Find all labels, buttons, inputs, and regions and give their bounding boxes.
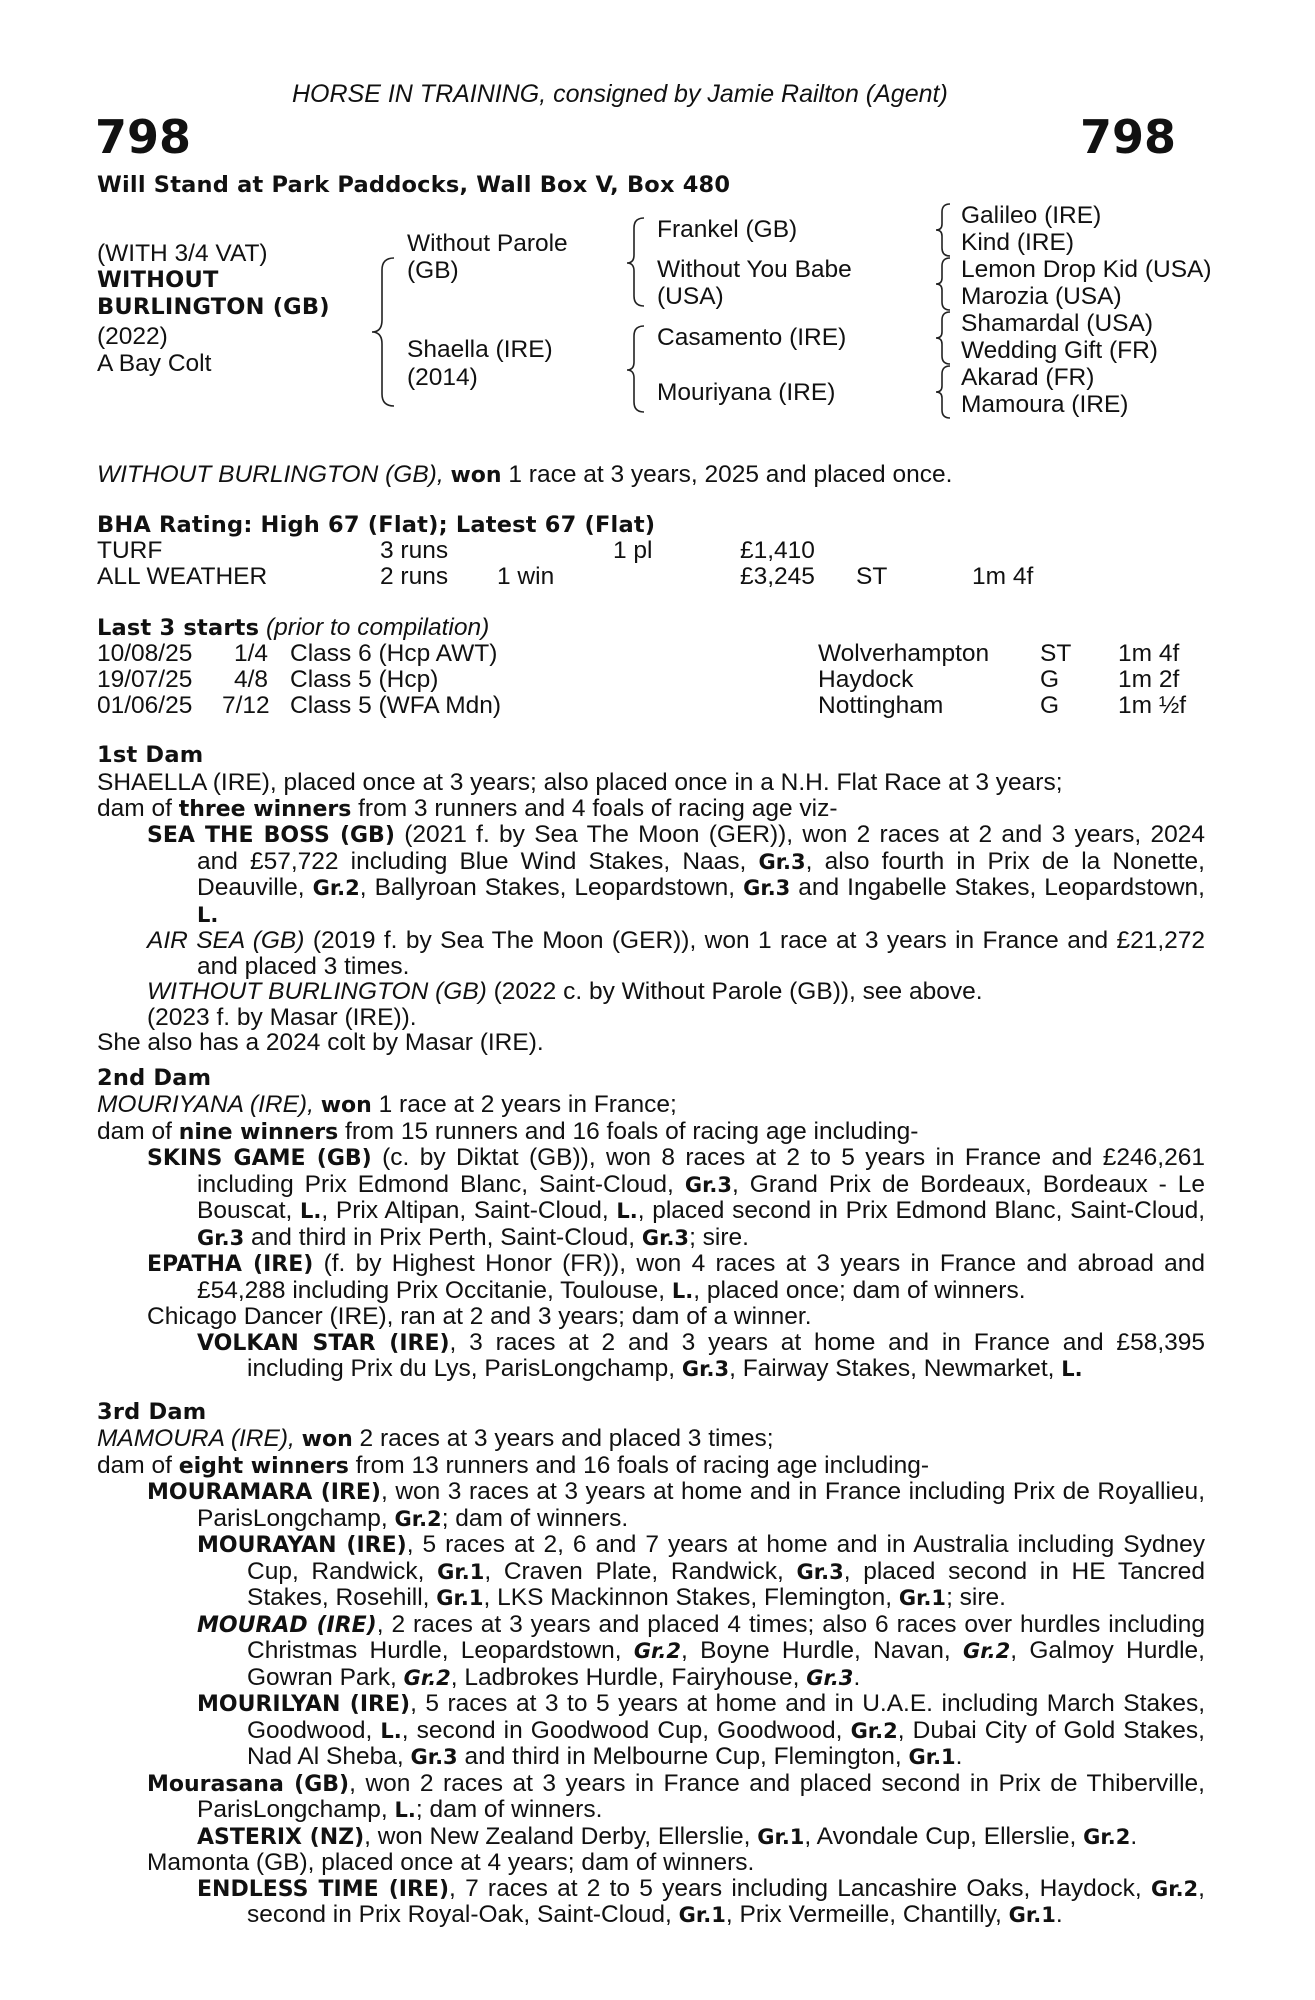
- bha-rating-heading: BHA Rating: High 67 (Flat); Latest 67 (Flat): [97, 512, 656, 538]
- horse-name-line2: BURLINGTON (GB): [97, 294, 330, 320]
- second-dam-section: [97, 1092, 1205, 1383]
- produce-entry: MOURAYAN (IRE), 5 races at 2, 6 and 7 years at home and in Australia including Sydney Cup, Randwick, Gr.1, Craven Plate, Randwick, Gr.3, placed second in HE Tancred Stakes, Rosehill, Gr.1, LKS Mackinnon Stakes, Flemington, Gr.1; sire.: [197, 1531, 1205, 1611]
- third-dam-heading: 3rd Dam: [97, 1399, 207, 1425]
- gen3-4: Marozia (USA): [961, 283, 1122, 310]
- dam-dam: Mouriyana (IRE): [657, 379, 836, 406]
- produce-entry: MOURILYAN (IRE), 5 races at 3 to 5 years at home and in U.A.E. including March Stakes, Goodwood, L., second in Goodwood Cup, Goodwood, Gr.2, Dubai City of Gold Stakes, Nad Al Sheba, Gr.3 and third in Melbourne Cup, Flemington, Gr.1.: [197, 1690, 1205, 1770]
- also-has-line: She also has a 2024 colt by Masar (IRE).: [97, 1029, 544, 1056]
- second-dam-heading: 2nd Dam: [97, 1065, 212, 1091]
- produce-entry: Chicago Dancer (IRE), ran at 2 and 3 years; dam of a winner.: [147, 1303, 812, 1330]
- last-starts-heading: Last 3 starts (prior to compilation): [97, 614, 490, 641]
- horse-description: A Bay Colt: [97, 350, 212, 377]
- consignor-line: HORSE IN TRAINING, consigned by Jamie Railton (Agent): [292, 80, 948, 108]
- lot-number-left: 798: [95, 110, 192, 164]
- produce-entry: AIR SEA (GB) (2019 f. by Sea The Moon (GER)), won 1 race at 3 years in France and £21,272 and placed 3 times.: [147, 927, 1206, 980]
- horse-name-line1: WITHOUT: [97, 267, 219, 293]
- second-dam-line: MOURIYANA (IRE), won 1 race at 2 years in France;: [97, 1091, 677, 1118]
- third-dam-line: MAMOURA (IRE), won 2 races at 3 years and placed 3 times;: [97, 1425, 774, 1452]
- produce-entry: (2023 f. by Masar (IRE)).: [147, 1003, 417, 1031]
- produce-entry: Mamonta (GB), placed once at 4 years; dam of winners.: [147, 1849, 755, 1876]
- first-dam-line: SHAELLA (IRE), placed once at 3 years; also placed once in a N.H. Flat Race at 3 years;: [97, 769, 1063, 796]
- produce-entry: EPATHA (IRE) (f. by Highest Honor (FR)), won 4 races at 3 years in France and abroad and £54,288 including Prix Occitanie, Toulouse, L., placed once; dam of winners.: [147, 1250, 1205, 1304]
- sire-dam: Without You Babe: [657, 256, 852, 283]
- third-dam-section: [97, 1426, 1205, 1929]
- dam-sire: Casamento (IRE): [657, 324, 847, 351]
- horse-year: (2022): [97, 323, 168, 350]
- vat-note: (WITH 3/4 VAT): [97, 240, 268, 267]
- lot-number-right: 798: [1080, 110, 1177, 164]
- gen3-3: Lemon Drop Kid (USA): [961, 256, 1212, 283]
- gen3-1: Galileo (IRE): [961, 202, 1102, 229]
- produce-entry: ASTERIX (NZ), won New Zealand Derby, Ellerslie, Gr.1, Avondale Cup, Ellerslie, Gr.2.: [197, 1822, 1138, 1850]
- dam-year: (2014): [407, 364, 478, 391]
- first-dam-produce-line: dam of three winners from 3 runners and 4 foals of racing age viz-: [97, 794, 838, 822]
- produce-entry: Mourasana (GB), won 2 races at 3 years in France and placed second in Prix de Thiberville, ParisLongchamp, L.; dam of winners.: [147, 1769, 1205, 1823]
- sire-sire: Frankel (GB): [657, 216, 798, 243]
- produce-entry: SEA THE BOSS (GB) (2021 f. by Sea The Moon (GER)), won 2 races at 2 and 3 years, 2024 and £57,722 including Blue Wind Stakes, Naas, Gr.3, also fourth in Prix de la Nonette, Deauville, Gr.2, Ballyroan Stakes, Leopardstown, Gr.3 and Ingabelle Stakes, Leopardstown, L.: [147, 821, 1205, 927]
- location-line: Will Stand at Park Paddocks, Wall Box V, Box 480: [97, 172, 731, 198]
- gen3-2: Kind (IRE): [961, 229, 1075, 256]
- gen3-8: Mamoura (IRE): [961, 391, 1129, 418]
- gen3-7: Akarad (FR): [961, 364, 1095, 391]
- gen3-5: Shamardal (USA): [961, 310, 1153, 337]
- sire-dam-country: (USA): [657, 283, 724, 310]
- dam: Shaella (IRE): [407, 336, 553, 363]
- sire-country: (GB): [407, 257, 459, 284]
- first-dam-section: [97, 770, 1205, 1056]
- sire: Without Parole: [407, 230, 568, 257]
- second-dam-produce-line: dam of nine winners from 15 runners and 16 foals of racing age including-: [97, 1117, 919, 1145]
- produce-entry: SKINS GAME (GB) (c. by Diktat (GB)), won 8 races at 2 to 5 years in France and £246,261 including Prix Edmond Blanc, Saint-Cloud, Gr.3, Grand Prix de Bordeaux, Bordeaux - Le Bouscat, L., Prix Altipan, Saint-Cloud, L., placed second in Prix Edmond Blanc, Saint-Cloud, Gr.3 and third in Prix Perth, Saint-Cloud, Gr.3; sire.: [147, 1144, 1206, 1251]
- gen3-6: Wedding Gift (FR): [961, 337, 1158, 364]
- third-dam-produce-line: dam of eight winners from 13 runners and 16 foals of racing age including-: [97, 1451, 930, 1479]
- produce-entry: MOURAMARA (IRE), won 3 races at 3 years at home and in France including Prix de Royallieu, ParisLongchamp, Gr.2; dam of winners.: [147, 1478, 1205, 1532]
- produce-entry: ENDLESS TIME (IRE), 7 races at 2 to 5 years including Lancashire Oaks, Haydock, Gr.2, second in Prix Royal-Oak, Saint-Cloud, Gr.1, Prix Vermeille, Chantilly, Gr.1.: [197, 1874, 1205, 1928]
- produce-entry: WITHOUT BURLINGTON (GB) (2022 c. by Without Parole (GB)), see above.: [147, 978, 983, 1005]
- first-dam-heading: 1st Dam: [97, 742, 204, 768]
- race-summary: WITHOUT BURLINGTON (GB), won 1 race at 3 years, 2025 and placed once.: [97, 461, 953, 488]
- produce-entry: VOLKAN STAR (IRE), 3 races at 2 and 3 years at home and in France and £58,395 including Prix du Lys, ParisLongchamp, Gr.3, Fairway Stakes, Newmarket, L.: [197, 1328, 1205, 1382]
- produce-entry: MOURAD (IRE), 2 races at 3 years and placed 4 times; also 6 races over hurdles including Christmas Hurdle, Leopardstown, Gr.2, Boyne Hurdle, Navan, Gr.2, Galmoy Hurdle, Gowran Park, Gr.2, Ladbrokes Hurdle, Fairyhouse, Gr.3.: [197, 1610, 1205, 1691]
